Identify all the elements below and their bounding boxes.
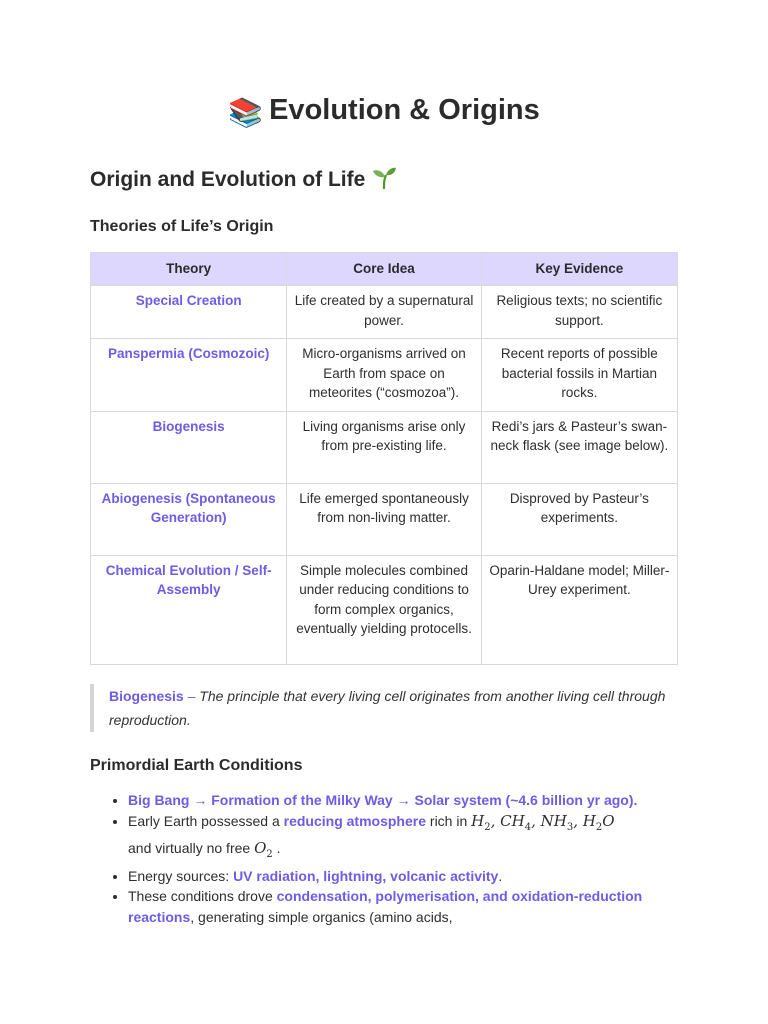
column-header-theory: Theory [91, 253, 287, 286]
bullet-text: Energy sources: [128, 867, 234, 884]
document-title [0, 94, 768, 129]
bullet-text: Early Earth possessed a [128, 812, 284, 829]
table-row [91, 411, 678, 483]
primordial-heading: Primordial Earth Conditions [90, 757, 303, 774]
oxygen-formula: $O_2$ [254, 839, 273, 860]
bullet-highlight: UV radiation, lightning, volcanic activity [233, 867, 499, 884]
definition-dash: – [183, 688, 200, 704]
document-title-text: Evolution & Origins [269, 94, 540, 126]
list-item [128, 886, 688, 927]
theory-evidence: Redi’s jars & Pasteur’s swan-neck flask (see image below). [481, 411, 677, 483]
theory-evidence: Disproved by Pasteur’s experiments. [481, 483, 677, 555]
column-header-core-idea: Core Idea [287, 253, 481, 286]
theory-core-idea: Simple molecules combined under reducing conditions to form complex organics, eventually yielding protocells. [287, 555, 481, 664]
bullet-text: Big Bang → Formation of the Milky Way → Solar system (~4.6 billion yr ago). [128, 792, 638, 808]
bullet-highlight: condensation, polymerisation, and oxidation-reduction reactions [128, 888, 643, 925]
theory-name: Special Creation [91, 286, 287, 339]
gas-formulas: $H_2$, $CH_4$, $NH_3$, $H_2O$ [471, 811, 615, 833]
theory-core-idea: Living organisms arise only from pre-existing life. [287, 411, 481, 483]
theory-evidence: Oparin-Haldane model; Miller-Urey experiment. [481, 555, 677, 664]
theory-name: Panspermia (Cosmozoic) [91, 339, 287, 412]
bullet-text: and virtually no free [128, 840, 255, 856]
list-item [128, 811, 688, 866]
bullet-text: . [272, 840, 281, 856]
theory-name: Chemical Evolution / Self-Assembly [91, 555, 287, 664]
theory-core-idea: Life created by a supernatural power. [287, 286, 481, 339]
bullet-text: . [498, 867, 503, 884]
theory-name: Abiogenesis (Spontaneous Generation) [91, 483, 287, 555]
table-row [91, 286, 678, 339]
bullet-text: These conditions drove [128, 888, 277, 904]
bullet-text: , generating simple organics (amino acids, [190, 908, 453, 925]
theory-evidence: Religious texts; no scientific support. [481, 286, 677, 339]
bullet-text: rich in [426, 812, 472, 829]
definition-term: Biogenesis [109, 688, 184, 704]
theories-table [90, 252, 678, 665]
section-heading-text: Origin and Evolution of Life [90, 168, 366, 191]
seedling-icon [371, 165, 397, 191]
theory-name: Biogenesis [91, 411, 287, 483]
theory-evidence: Recent reports of possible bacterial fossils in Martian rocks. [481, 339, 677, 412]
bullet-highlight: reducing atmosphere [283, 812, 427, 829]
definition-text: The principle that every living cell originates from another living cell through reproduction. [109, 688, 666, 728]
list-item [128, 866, 688, 887]
primordial-conditions-list [110, 790, 688, 927]
books-icon: 📚 [228, 97, 264, 128]
theory-core-idea: Life emerged spontaneously from non-living matter. [287, 483, 481, 555]
table-row [91, 339, 678, 412]
list-item [128, 790, 688, 811]
column-header-key-evidence: Key Evidence [481, 253, 677, 286]
section-heading [90, 165, 397, 192]
table-row [91, 555, 678, 664]
theory-core-idea: Micro-organisms arrived on Earth from space on meteorites (“cosmozoa”). [287, 339, 481, 412]
table-row [91, 483, 678, 555]
definition-blockquote [90, 684, 669, 732]
table-header-row [91, 253, 678, 286]
theories-heading: Theories of Life’s Origin [90, 218, 274, 235]
